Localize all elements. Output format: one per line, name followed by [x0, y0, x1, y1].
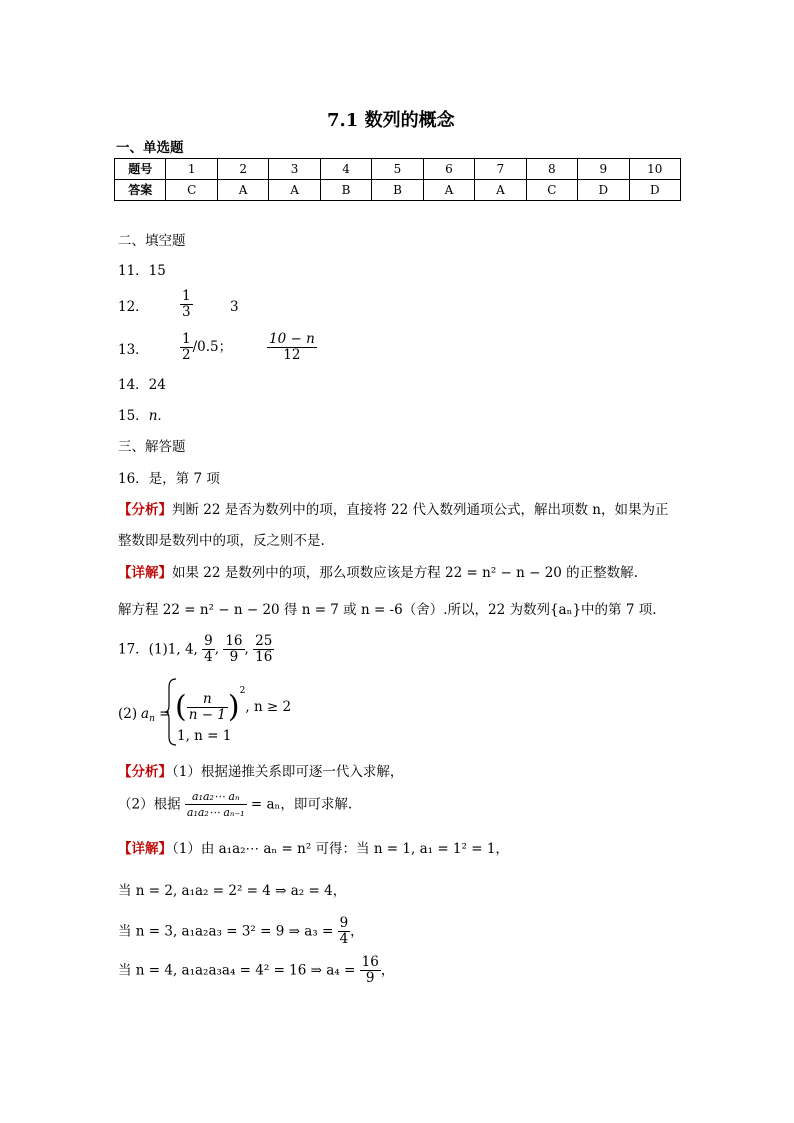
fraction-denominator: n − 1	[188, 707, 226, 723]
fraction-denominator: 16	[255, 649, 273, 665]
fraction-numerator: 9	[339, 915, 349, 931]
table-cell: 3	[269, 159, 320, 180]
table-cell: 7	[475, 159, 526, 180]
fraction-numerator: 16	[225, 633, 243, 649]
table-cell: 6	[423, 159, 474, 180]
fraction-denominator: 12	[283, 347, 301, 363]
analysis-pre: （2）根据	[118, 796, 181, 813]
section-heading-single-choice: 一、单选题	[116, 140, 184, 156]
table-row-answers	[115, 180, 681, 201]
answer-17-part2-label: (2)	[118, 706, 138, 722]
table-cell: 8	[526, 159, 577, 180]
table-cell: D	[578, 180, 629, 201]
answer-13-label: 13．	[118, 342, 149, 358]
q16-detail-line	[118, 564, 638, 582]
table-cell: A	[475, 180, 526, 201]
fraction-denominator: a₁a₂⋯ aₙ₋₁	[186, 806, 245, 819]
answer-15-value: n	[148, 408, 158, 424]
fraction-denominator: 3	[182, 304, 191, 320]
analysis-text: 判断 22 是否为数列中的项，直接将 22 代入数列通项公式，解出项数 n，如果为正	[172, 502, 669, 518]
table-cell: A	[423, 180, 474, 201]
analysis-tag: 【分析】	[118, 764, 172, 780]
table-cell: A	[217, 180, 268, 201]
q17-detail-line2: 当 n = 2, a₁a₂ = 2² = 4 ⇒ a₂ = 4，	[118, 883, 347, 899]
answer-17-part1: 17．(1)1, 4, $\frac{9}{4}$ , $\frac{16}{9}$ , $\frac{25}{16}$	[118, 633, 273, 665]
q17-detail-line4: 当 n = 4, a₁a₂a₃a₄ = 4² = 16 ⇒ a₄ = $\frac{16}{9}$ ，	[118, 954, 395, 986]
table-cell: C	[166, 180, 217, 201]
fraction-numerator: 1	[182, 331, 191, 347]
q17-detail-line1	[118, 840, 509, 858]
table-cell: D	[629, 180, 680, 201]
table-cell: 9	[578, 159, 629, 180]
fraction-denominator: 4	[204, 649, 213, 665]
answer-12-second: 3	[230, 299, 239, 315]
table-cell: A	[269, 180, 320, 201]
answer-16: 16．是，第 7 项	[118, 471, 220, 487]
answer-12-label: 12．	[118, 299, 149, 315]
section-heading-fill-blank: 二、填空题	[118, 233, 186, 249]
fraction-denominator: 9	[365, 970, 375, 986]
q16-solve-line: 解方程 22 = n² − n − 20 得 n = 7 或 n = -6（舍）.所以，22 为数列{aₙ}中的第 7 项.	[118, 602, 657, 618]
fraction-denominator: 9	[229, 649, 239, 665]
answer-12-fraction	[180, 289, 193, 320]
fraction-numerator: 1	[182, 288, 191, 304]
case-1-condition: , n ≥ 2	[245, 699, 292, 715]
detail-text: （1）由 a₁a₂⋯ aₙ = n² 可得：当 n = 1, a₁ = 1² = 1，	[172, 841, 509, 857]
detail-tag: 【详解】	[118, 565, 172, 581]
analysis-text: （1）根据递推关系即可逐一代入求解，	[172, 764, 404, 780]
detail-line3-pre: 当 n = 3, a₁a₂a₃ = 3² = 9 ⇒ a₃ =	[118, 923, 334, 940]
a-n-symbol: $a_n$ =	[141, 706, 171, 724]
page-title: 7.1 数列的概念	[327, 110, 455, 131]
fraction-numerator: 25	[255, 633, 273, 649]
detail-tag: 【详解】	[118, 841, 172, 857]
piecewise-case-2: 1, n = 1	[177, 728, 232, 744]
answer-15	[118, 407, 171, 425]
answer-17-label: 17．(1)1, 4,	[118, 641, 198, 658]
answer-13-fraction	[180, 332, 232, 363]
table-row-numbers	[115, 159, 681, 180]
q16-analysis-line2: 整数即是数列中的项，反之则不是.	[118, 533, 325, 549]
table-header-label: 题号	[115, 159, 166, 180]
fraction-numerator: a₁a₂⋯ aₙ	[185, 789, 247, 805]
fraction-numerator: 16	[361, 954, 379, 970]
table-cell: B	[372, 180, 423, 201]
answer-13-alt: /0.5；	[192, 339, 233, 355]
q17-detail-line3: 当 n = 3, a₁a₂a₃ = 3² = 9 ⇒ a₃ = $\frac{9}{4}$ ，	[118, 915, 364, 947]
detail-line4-pre: 当 n = 4, a₁a₂a₃a₄ = 4² = 16 ⇒ a₄ =	[118, 962, 356, 979]
table-cell: 5	[372, 159, 423, 180]
fraction-denominator: 2	[182, 347, 191, 363]
table-cell: 10	[629, 159, 680, 180]
table-answer-label: 答案	[115, 180, 166, 201]
table-cell: 1	[166, 159, 217, 180]
answer-15-label: 15．	[118, 408, 149, 424]
answer-11: 11．15	[118, 263, 166, 279]
fraction-numerator: n	[187, 692, 228, 708]
q17-analysis-line1	[118, 763, 403, 781]
answer-table	[114, 158, 681, 201]
section-heading-solutions: 三、解答题	[118, 439, 186, 455]
answer-15-end: ．	[157, 408, 171, 424]
answer-14: 14．24	[118, 377, 166, 393]
table-cell: C	[526, 180, 577, 201]
table-cell: 4	[320, 159, 371, 180]
q17-analysis-line2	[118, 789, 352, 820]
table-cell: B	[320, 180, 371, 201]
piecewise-case-1: ( $\frac{n}{n - 1}$ )$^2$, n ≥ 2	[175, 686, 292, 725]
table-cell: 2	[217, 159, 268, 180]
fraction-numerator: 9	[204, 633, 213, 649]
q16-analysis-line1	[118, 501, 669, 519]
detail-text: 如果 22 是数列中的项，那么项数应该是方程 22 = n² − n − 20 的正整数解.	[172, 565, 638, 581]
fraction-denominator: 4	[339, 931, 349, 947]
fraction-numerator: 10 − n	[269, 331, 315, 347]
answer-13-fraction-2	[267, 332, 317, 363]
analysis-post: = aₙ，即可求解.	[250, 796, 353, 813]
analysis-tag: 【分析】	[118, 502, 172, 518]
